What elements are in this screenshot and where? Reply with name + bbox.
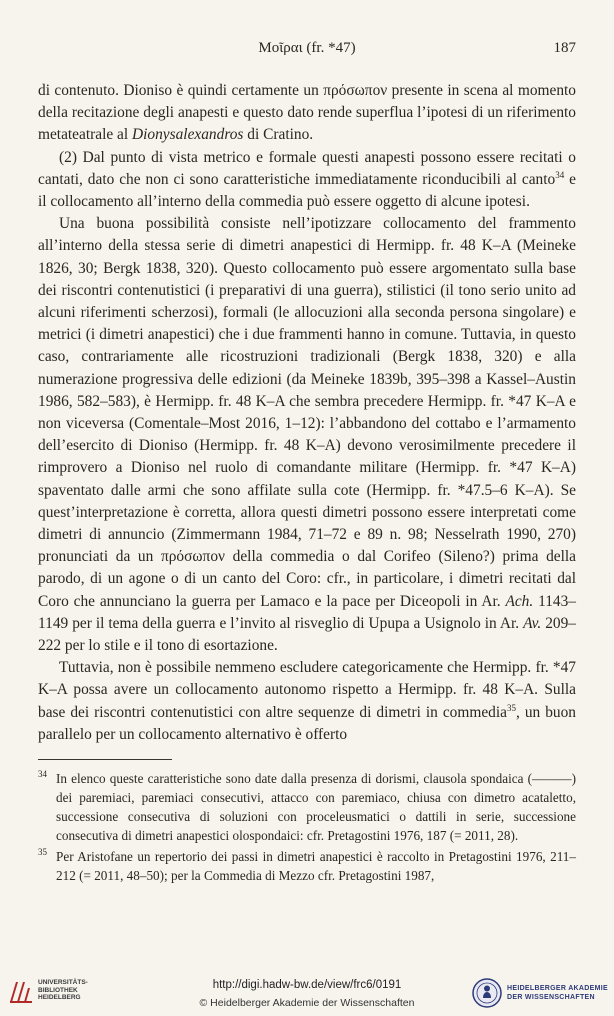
academy-name <box>507 984 608 1002</box>
paragraph-1 <box>38 80 576 147</box>
paragraph-3-text-c: 209–222 per lo stile e il tono di esortazione. <box>38 614 576 655</box>
paragraph-2 <box>38 147 576 214</box>
paragraph-2-text-b: e il collocamento all’interno della commedia può essere oggetto di alcune ipotesi. <box>38 170 576 211</box>
dionysalexandros-title: Dionysalexandros <box>132 126 244 144</box>
library-line-2: BIBLIOTHEK <box>38 986 78 994</box>
footnote-ref-34[interactable]: 34 <box>555 169 565 180</box>
footnotes <box>38 769 576 887</box>
footnote-separator <box>38 759 172 760</box>
paragraph-4-text-b: , un buon parallelo per un collocamento alternativo è offerto <box>38 703 576 743</box>
paragraph-4-text-a: Tuttavia, non è possibile nemmeno escludere categoricamente che Hermipp. fr. *47 K–A possa avere un collocamento autonomo rispetto a Hermipp. fr. 48 K–A. Sulla base dei riscontri contenutistici con altre sequenze di dimetri in commedia <box>38 659 576 721</box>
library-line-3: HEIDELBERG <box>38 994 81 1001</box>
main-text <box>38 80 576 746</box>
acharnians-abbrev: Ach. <box>505 592 534 610</box>
paragraph-1-end: di Cratino. <box>243 126 314 144</box>
paragraph-3-text-b: 1143–1149 per il tema della guerra e l’invito al risveglio di Upupa a Usignolo in Ar. <box>38 592 576 632</box>
footnote-number: 35 <box>38 847 47 857</box>
academy-seal-icon[interactable] <box>472 978 502 1008</box>
footnote-35 <box>38 847 576 885</box>
footnote-ref-35[interactable]: 35 <box>506 702 516 713</box>
running-head: Μοῖραι (fr. *47) <box>258 40 356 56</box>
source-url-link[interactable]: http://digi.hadw-bw.de/view/frc6/0191 <box>212 979 402 991</box>
library-line-1: UNIVERSITÄTS- <box>38 979 88 986</box>
academy-line-2: DER WISSENSCHAFTEN <box>507 994 595 1001</box>
birds-abbrev: Av. <box>523 614 542 632</box>
paragraph-3 <box>38 213 576 657</box>
page-number: 187 <box>553 40 576 56</box>
paragraph-2-text-a: (2) Dal punto di vista metrico e formale questi anapesti possono essere recitati o cantati, dato che non ci sono caratteristiche immediatamente riconducibili al canto <box>38 148 576 188</box>
footnote-text: In elenco queste caratteristiche sono date dalla presenza di dorismi, clausola spondaica (———) dei paremiaci, paremiaci consecutivi, attacco con paremiaco, chiusa con dimetro acataletto, successione consecutiva di soluzioni con proceleusmatici o dattili in serie, successione consecutiva di dimetri anapestici olospondaici: cfr. Pretagostini 1976, 187 (= 2011, 28). <box>56 771 576 843</box>
academy-line-1: HEIDELBERGER AKADEMIE <box>507 985 608 992</box>
footnote-number: 34 <box>38 769 47 779</box>
footnote-34 <box>38 769 576 845</box>
paragraph-4 <box>38 657 576 746</box>
paragraph-1-text: di contenuto. Dioniso è quindi certamente un πρόσωπον presente in scena al momento della recitazione degli anapesti e questo dato rende superflua l’ipotesi di un riferimento metateatrale al <box>38 82 576 144</box>
page-header <box>38 40 576 60</box>
copyright-notice: © Heidelberger Akademie der Wissenschaften <box>199 997 415 1009</box>
paragraph-3-text-a: Una buona possibilità consiste nell’ipotizzare collocamento del frammento all’interno della stessa serie di dimetri anapestici di Hermipp. fr. 48 K–A (Meineke 1826, 30; Bergk 1838, 320). Questo collocamento può essere argomentato sulla base dei riscontri contenutistici (i preparativi di una guerra), stilistici (il tono serio unito ad alcuni riferimenti scherzosi), formali (le allocuzioni alla seconda persona singolare) e metrici (i dimetri anapestici) che i due frammenti hanno in comune. Tuttavia, in questo caso, contrariamente alle ricostruzioni tradizionali (Bergk 1838, 320) e alla numerazione progressiva delle edizioni (da Meineke 1839b, 395–398 a Kassel–Austin 1986, 582–583), è Hermipp. fr. 48 K–A che sembra precedere Hermipp. fr. *47 K–A e non viceversa (Comentale–Most 2016, 1–12): l’abbandono del cottabo e l’armamento dell’esercito di Dioniso (Hermipp. fr. 48 K–A) devono verosimilmente precedere il rimprovero a Dioniso nel ruolo di comandante militare (Hermipp. fr. *47 K–A) spaventato dalle armi che sono affilate sulla cote (Hermipp. fr. *47.5–6 K–A). Se quest’interpretazione è corretta, allora questi dimetri possono essere interpretati come dimetri di annuncio (Zimmermann 1984, 71–72 e 89 n. 98; Nesselrath 1990, 270) pronunciati da un πρόσωπον della commedia o dal Corifeo (Sileno?) prima della parodo, di un agone o di un canto del Coro: cfr., in particolare, i dimetri recitati dal Coro che annunciano la guerra per Lamaco e la pace per Diceopoli in Ar. <box>38 215 576 610</box>
digitization-footer <box>0 970 614 1016</box>
footnote-text: Per Aristofane un repertorio dei passi in dimetri anapestici è raccolto in Pretagostini 1976, 211–212 (= 2011, 48–50); per la Commedia di Mezzo cfr. Pretagostini 1987, <box>56 849 576 883</box>
